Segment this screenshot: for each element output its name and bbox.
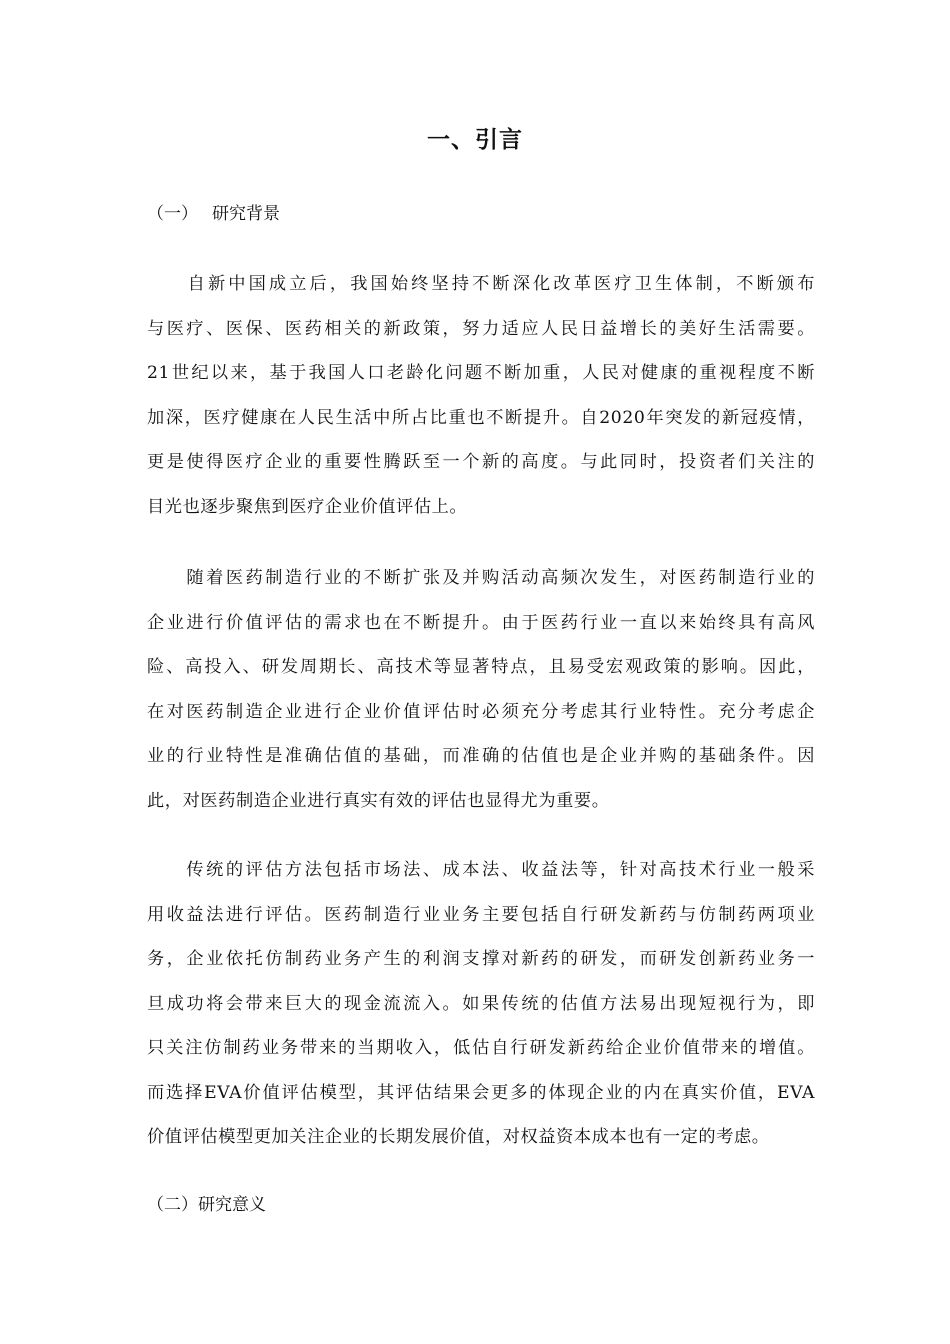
text-line: 在对医药制造企业进行企业价值评估时必须充分考虑其行业特性。充分考虑企 [147,701,815,722]
text-line: 传统的评估方法包括市场法、成本法、收益法等，针对高技术行业一般采 [147,860,815,880]
text-line: 企业进行价值评估的需求也在不断提升。由于医药行业一直以来始终具有高风 [147,612,815,633]
text-line: 务，企业依托仿制药业务产生的利润支撑对新药的研发，而研发创新药业务一 [147,949,815,969]
text-line: 只关注仿制药业务带来的当期收入，低估自行研发新药给企业价值带来的增值。 [147,1038,815,1058]
text-line: 而选择EVA价值评估模型，其评估结果会更多的体现企业的内在真实价值，EVA [147,1082,815,1103]
text-line: 此，对医药制造企业进行真实有效的评估也显得尤为重要。 [147,790,610,811]
text-line: 自新中国成立后，我国始终坚持不断深化改革医疗卫生体制，不断颁布 [147,274,815,294]
text-line: 与医疗、医保、医药相关的新政策，努力适应人民日益增长的美好生活需要。 [147,318,815,339]
section-number: （一） [147,204,198,224]
section-heading-research-significance [147,1191,266,1219]
text-line: 随着医药制造行业的不断扩张及并购活动高频次发生，对医药制造行业的 [147,568,815,588]
text-line: 旦成功将会带来巨大的现金流流入。如果传统的估值方法易出现短视行为，即 [147,993,815,1014]
section-heading-research-background [147,200,280,228]
section-title: 研究背景 [212,204,280,224]
text-line: 目光也逐步聚焦到医疗企业价值评估上。 [147,496,468,517]
paragraph-1 [147,262,815,529]
paragraph-3 [147,848,815,1160]
text-line: 加深，医疗健康在人民生活中所占比重也不断提升。自2020年突发的新冠疫情， [147,407,815,428]
chapter-title: 一、引言 [427,127,523,153]
text-line: 业的行业特性是准确估值的基础，而准确的估值也是企业并购的基础条件。因 [147,746,815,766]
section-title: 研究意义 [198,1195,266,1215]
text-line: 21世纪以来，基于我国人口老龄化问题不断加重，人民对健康的重视程度不断 [147,363,815,383]
section-number: （二） [147,1195,198,1215]
text-line: 更是使得医疗企业的重要性腾跃至一个新的高度。与此同时，投资者们关注的 [147,452,815,472]
text-line: 价值评估模型更加关注企业的长期发展价值，对权益资本成本也有一定的考虑。 [147,1127,770,1147]
text-line: 险、高投入、研发周期长、高技术等显著特点，且易受宏观政策的影响。因此， [147,657,815,677]
text-line: 用收益法进行评估。医药制造行业业务主要包括自行研发新药与仿制药两项业 [147,904,815,925]
paragraph-2 [147,556,815,823]
